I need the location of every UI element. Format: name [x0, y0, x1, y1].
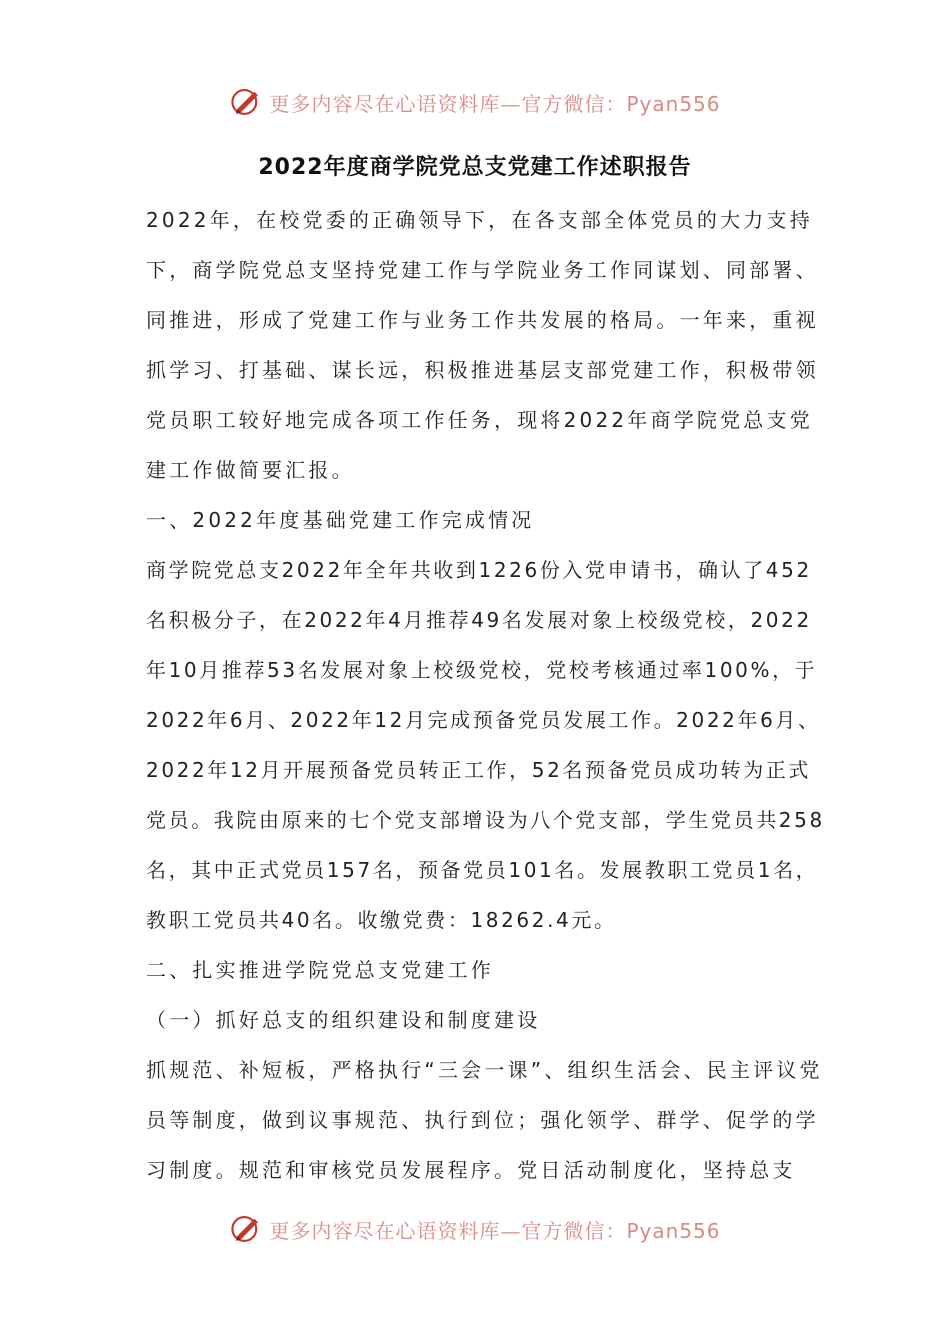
paragraph-intro: 2022年，在校党委的正确领导下，在各支部全体党员的大力支持下，商学院党总支坚持党建工作与学院业务工作同谋划、同部署、同推进，形成了党建工作与业务工作共发展的格局。一年来，重视抓学习、打基础、谋长远，积极推进基层支部党建工作，积极带领党员职工较好地完成各项工作任务，现将2022年商学院党总支党建工作做简要汇报。: [146, 208, 819, 482]
watermark-top: [0, 82, 950, 122]
section-heading-1: 一、2022年度基础党建工作完成情况: [146, 508, 535, 532]
paragraph-statistics: 商学院党总支2022年全年共收到1226份入党申请书，确认了452名积极分子，在2022年4月推荐49名发展对象上校级党校，2022年10月推荐53名发展对象上校级党校，党校考核通过率100%，于2022年6月、2022年12月完成预备党员发展工作。2022年6月、2022年12月开展预备党员转正工作，52名预备党员成功转为正式党员。我院由原来的七个党支部增设为八个党支部，学生党员共258名，其中正式党员157名，预备党员101名。发展教职工党员1名，教职工党员共40名。收缴党费：18262.4元。: [146, 558, 825, 932]
document-body: [146, 195, 826, 1195]
pen-logo-icon: [229, 85, 263, 119]
paragraph-organization: 抓规范、补短板，严格执行“三会一课”、组织生活会、民主评议党员等制度，做到议事规范、执行到位；强化领学、群学、促学的学习制度。规范和审核党员发展程序。党日活动制度化，坚持总支: [146, 1058, 823, 1182]
document-title: 2022年度商学院党总支党建工作述职报告: [258, 155, 692, 180]
pen-logo-icon: [229, 1212, 263, 1246]
watermark-bottom: [0, 1209, 950, 1249]
watermark-text: 更多内容尽在心语资料库—官方微信：Pyan556: [269, 1218, 721, 1243]
section-heading-2: 二、扎实推进学院党总支党建工作: [146, 958, 494, 982]
subsection-heading-1: （一）抓好总支的组织建设和制度建设: [146, 1008, 541, 1032]
watermark-text: 更多内容尽在心语资料库—官方微信：Pyan556: [269, 91, 721, 116]
